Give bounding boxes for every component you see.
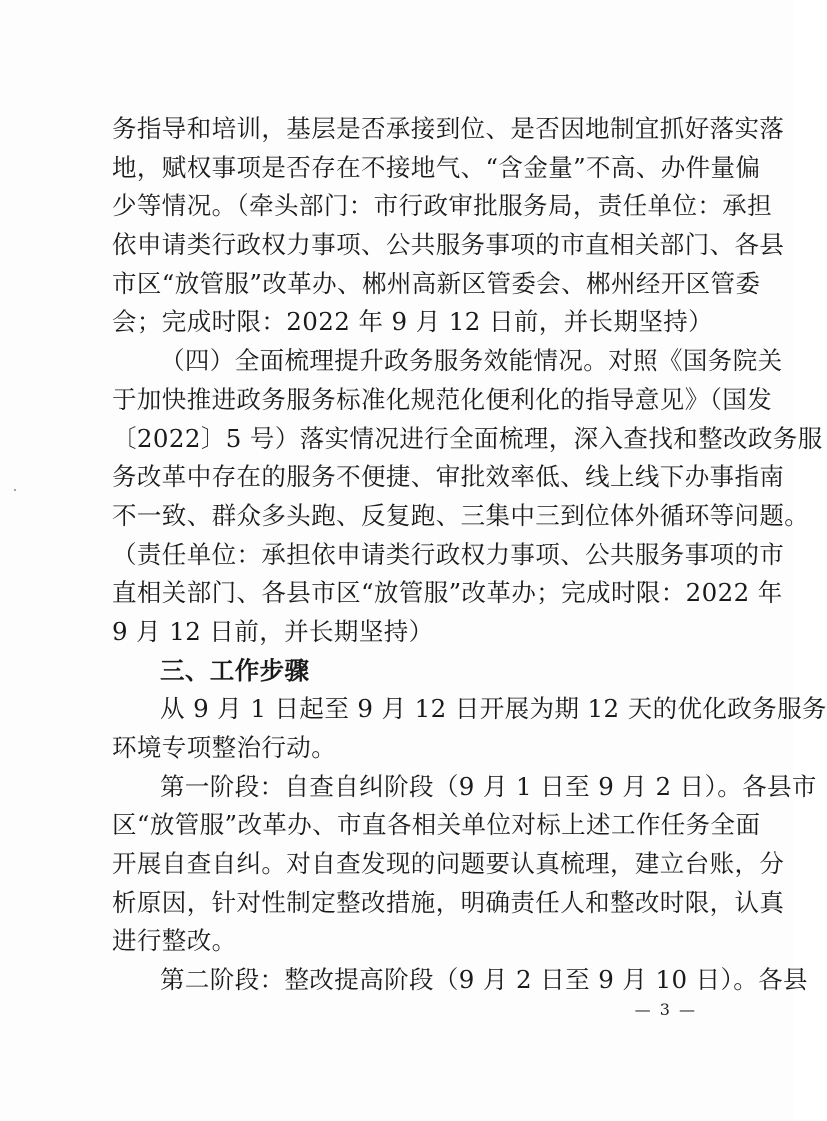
phase-one-line-1: 第一阶段：自查自纠阶段（9 月 1 日至 9 月 2 日）。各县市 <box>160 771 817 801</box>
steps-intro-line-1: 从 9 月 1 日起至 9 月 12 日开展为期 12 天的优化政务服务 <box>160 694 827 724</box>
body-line-3: 少等情况。（牵头部门：市行政审批服务局，责任单位：承担 <box>112 191 773 221</box>
body-line-2: 地，赋权事项是否存在不接地气、“含金量”不高、办件量偏 <box>112 152 761 182</box>
phase-one-line-2: 区“放管服”改革办、市直各相关单位对标上述工作任务全面 <box>112 810 761 840</box>
section-four-line-8: 9 月 12 日前，并长期坚持） <box>112 616 434 646</box>
body-line-1: 务指导和培训，基层是否承接到位、是否因地制宜抓好落实落 <box>112 114 785 143</box>
section-four-line-4: 务改革中存在的服务不便捷、审批效率低、线上线下办事指南 <box>112 462 785 492</box>
section-four-line-2: 于加快推进政务服务标准化规范化便利化的指导意见》（国发 <box>112 384 773 414</box>
document-body <box>112 110 827 1000</box>
body-line-5: 市区“放管服”改革办、郴州高新区管委会、郴州经开区管委 <box>112 268 761 298</box>
section-four-line-1: （四）全面梳理提升政务服务效能情况。对照《国务院关 <box>160 346 783 376</box>
body-line-4: 依申请类行政权力事项、公共服务事项的市直相关部门、各县 <box>112 230 785 260</box>
phase-one-line-4: 析原因，针对性制定整改措施，明确责任人和整改时限，认真 <box>112 887 785 917</box>
page-number: — 3 — <box>634 1000 697 1019</box>
section-four-line-7: 直相关部门、各县市区“放管服”改革办；完成时限：2022 年 <box>112 578 783 608</box>
phase-two-line-1: 第二阶段：整改提高阶段（9 月 2 日至 9 月 10 日）。各县 <box>160 965 808 995</box>
section-heading-work-steps: 三、工作步骤 <box>160 655 310 685</box>
section-four-line-3: 〔2022〕5 号）落实情况进行全面梳理，深入查找和整改政务服 <box>112 423 823 453</box>
steps-intro-line-2: 环境专项整治行动。 <box>112 733 337 762</box>
body-line-6: 会；完成时限：2022 年 9 月 12 日前，并长期坚持） <box>112 307 714 337</box>
section-four-line-5: 不一致、群众多头跑、反复跑、三集中三到位体外循环等问题。 <box>112 500 810 530</box>
section-four-line-6: （责任单位：承担依申请类行政权力事项、公共服务事项的市 <box>112 539 785 569</box>
phase-one-line-3: 开展自查自纠。对自查发现的问题要认真梳理，建立台账，分 <box>112 849 785 879</box>
margin-mark <box>14 489 16 491</box>
phase-one-line-5: 进行整改。 <box>112 926 237 956</box>
